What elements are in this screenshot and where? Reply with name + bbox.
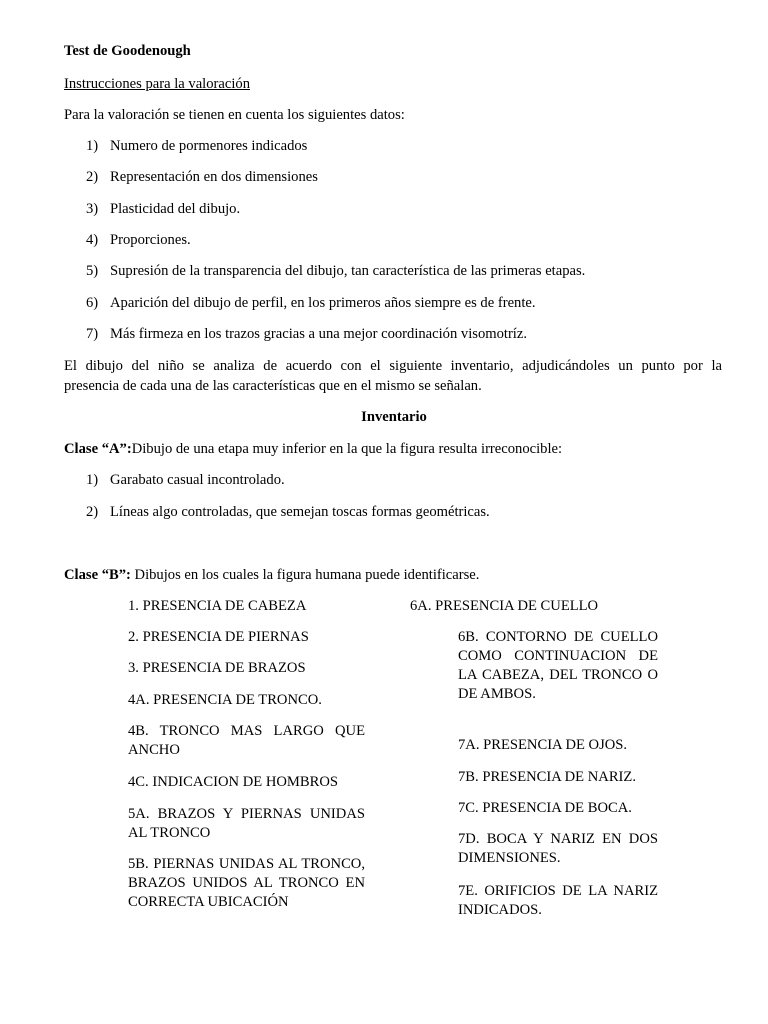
list-item: 5A. BRAZOS Y PIERNAS UNIDAS AL TRONCO — [128, 806, 365, 841]
list-item-number: 1) — [86, 138, 99, 154]
list-item: Más firmeza en los trazos gracias a una mejor coordinación visomotríz. — [110, 326, 527, 342]
list-item: 1. PRESENCIA DE CABEZA — [128, 598, 307, 614]
list-item: 7C. PRESENCIA DE BOCA. — [458, 800, 632, 816]
instructions-heading: Instrucciones para la valoración — [64, 76, 250, 92]
analysis-paragraph-line: presencia de cada una de las características que en el mismo se señalan. — [64, 378, 482, 394]
list-item: 6B. CONTORNO DE CUELLO COMO CONTINUACION DE LA CABEZA, DEL TRONCO O DE AMBOS. — [458, 629, 658, 702]
list-item: Numero de pormenores indicados — [110, 138, 308, 154]
document-title: Test de Goodenough — [64, 43, 191, 59]
intro-paragraph: Para la valoración se tienen en cuenta los siguientes datos: — [64, 107, 405, 123]
list-item: 7A. PRESENCIA DE OJOS. — [458, 737, 628, 753]
list-item: Representación en dos dimensiones — [110, 169, 318, 185]
list-item: 4B. TRONCO MAS LARGO QUE ANCHO — [128, 723, 365, 758]
list-item: 7E. ORIFICIOS DE LA NARIZ INDICADOS. — [458, 883, 658, 918]
list-item-number: 1) — [86, 472, 99, 488]
list-item-number: 2) — [86, 504, 99, 520]
list-item: 4A. PRESENCIA DE TRONCO. — [128, 692, 322, 708]
list-item: 4C. INDICACION DE HOMBROS — [128, 774, 338, 790]
class-b-description: Dibujos en los cuales la figura humana puede identificarse. — [130, 567, 480, 583]
list-item-number: 6) — [86, 295, 99, 311]
list-item: Proporciones. — [110, 232, 191, 248]
list-item-number: 5) — [86, 263, 99, 279]
list-item-number: 4) — [86, 232, 99, 248]
list-item: Supresión de la transparencia del dibujo, tan característica de las primeras etapas. — [110, 263, 586, 279]
list-item-number: 2) — [86, 169, 99, 185]
list-item: Aparición del dibujo de perfil, en los primeros años siempre es de frente. — [110, 295, 536, 311]
class-a-description: Dibujo de una etapa muy inferior en la que la figura resulta irreconocible: — [131, 441, 563, 457]
class-b-left-column — [128, 0, 365, 1024]
inventory-heading: Inventario — [361, 409, 427, 425]
class-b-label: Clase “B”: — [64, 567, 131, 583]
list-item-number: 3) — [86, 201, 99, 217]
list-item: 7D. BOCA Y NARIZ EN DOS DIMENSIONES. — [458, 831, 658, 866]
list-item: Plasticidad del dibujo. — [110, 201, 241, 217]
class-b-right-column — [458, 0, 658, 1024]
list-item: Garabato casual incontrolado. — [110, 472, 285, 488]
list-item: 5B. PIERNAS UNIDAS AL TRONCO, BRAZOS UNIDOS AL TRONCO EN CORRECTA UBICACIÓN — [128, 856, 365, 910]
analysis-paragraph-line: El dibujo del niño se analiza de acuerdo con el siguiente inventario, adjudicándoles un punto por la — [64, 358, 722, 374]
class-a-label: Clase “A”: — [64, 441, 132, 457]
list-item: 3. PRESENCIA DE BRAZOS — [128, 660, 306, 676]
list-item: 6A. PRESENCIA DE CUELLO — [410, 598, 599, 614]
list-item: 2. PRESENCIA DE PIERNAS — [128, 629, 309, 645]
list-item-number: 7) — [86, 326, 99, 342]
list-item: 7B. PRESENCIA DE NARIZ. — [458, 769, 636, 785]
list-item: Líneas algo controladas, que semejan toscas formas geométricas. — [110, 504, 490, 520]
